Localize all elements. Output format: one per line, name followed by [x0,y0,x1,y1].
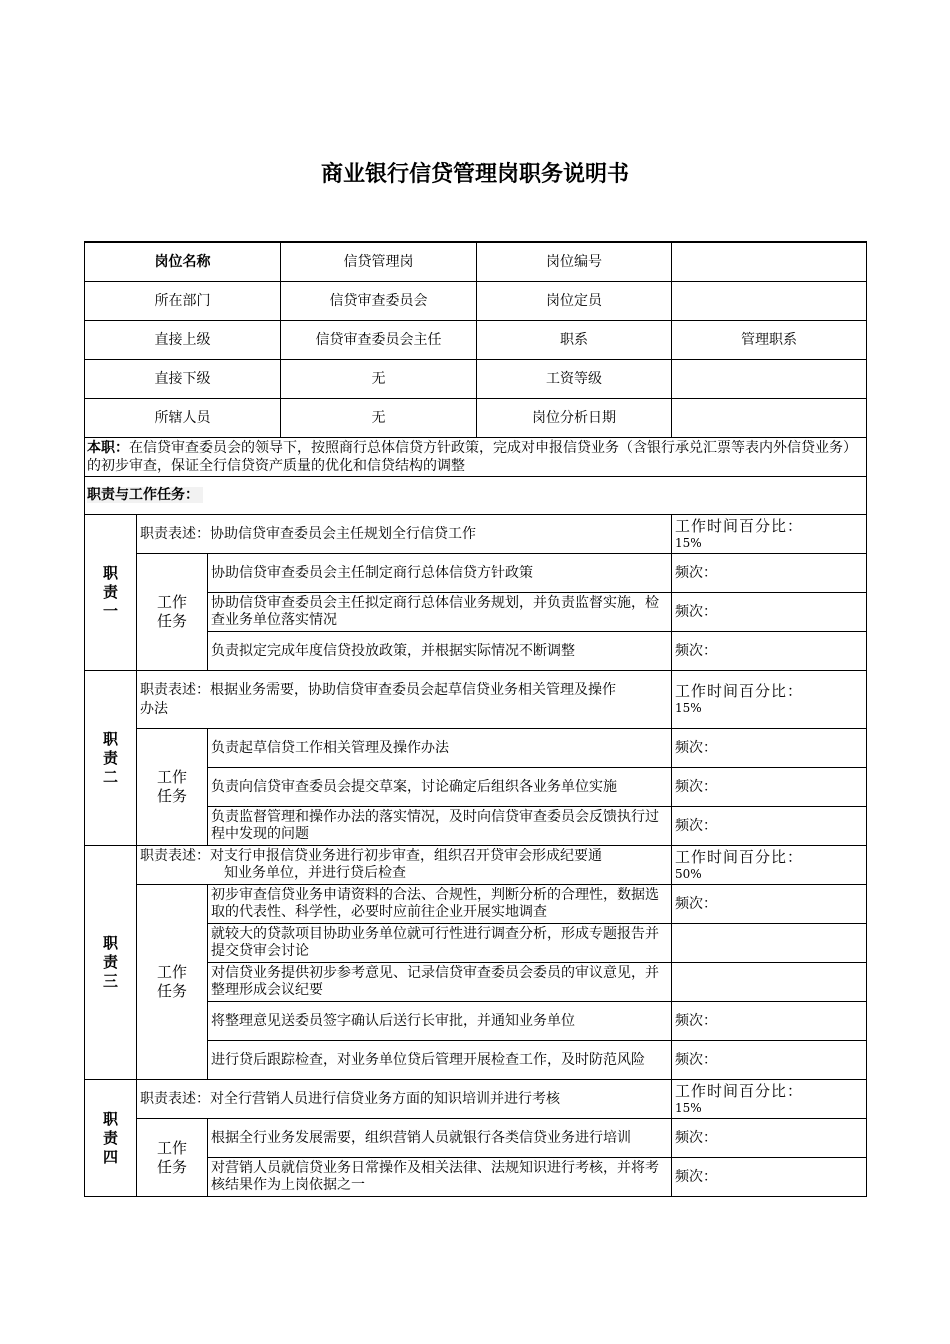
frequency-empty [672,963,867,1002]
duty-label: 职 责 三 [85,846,137,1080]
section-header: 职责与工作任务： [87,487,203,503]
duty-statement: 职责表述：对全行营销人员进行信贷业务方面的知识培训并进行考核 [137,1080,672,1119]
task-row [85,554,867,593]
duty-summary-text: 在信贷审查委员会的领导下，按照商行总体信贷方针政策，完成对申报信贷业务（含银行承兑汇票等表内外信贷业务）的初步审查，保证全行信贷资产质量的优化和信贷结构的调整 [87,440,857,474]
duty-statement: 职责表述：根据业务需要，协助信贷审查委员会起草信贷业务相关管理及操作 办法 [137,671,672,729]
frequency: 频次： [672,632,867,671]
duty-statement: 职责表述：协助信贷审查委员会主任规划全行信贷工作 [137,515,672,554]
info-label: 直接上级 [85,321,281,360]
info-label: 直接下级 [85,360,281,399]
time-percentage: 工作时间百分比： 15% [672,515,867,554]
job-description-table [84,241,867,1197]
task-label: 工作 任务 [137,554,208,671]
frequency: 频次： [672,1119,867,1158]
task-text: 协助信贷审查委员会主任拟定商行总体信业务规划，并负责监督实施，检查业务单位落实情况 [208,593,672,632]
duty-statement-row [85,515,867,554]
duty-label: 职 责 二 [85,671,137,846]
page-title: 商业银行信贷管理岗职务说明书 [320,162,629,187]
time-percentage: 工作时间百分比： 15% [672,671,867,729]
task-label: 工作 任务 [137,885,208,1080]
info-value: 信贷管理岗 [281,242,477,282]
info-label: 岗位名称 [85,242,281,282]
task-text: 负责拟定完成年度信贷投放政策，并根据实际情况不断调整 [208,632,672,671]
frequency: 频次： [672,1158,867,1197]
info-label: 工资等级 [477,360,672,399]
info-label: 岗位分析日期 [477,399,672,438]
task-text: 负责监督管理和操作办法的落实情况，及时向信贷审查委员会反馈执行过程中发现的问题 [208,807,672,846]
frequency: 频次： [672,768,867,807]
info-row [85,242,867,282]
task-text: 根据全行业务发展需要，组织营销人员就银行各类信贷业务进行培训 [208,1119,672,1158]
task-text: 将整理意见送委员签字确认后送行长审批，并通知业务单位 [208,1002,672,1041]
task-text: 负责起草信贷工作相关管理及操作办法 [208,729,672,768]
duty-label: 职 责 四 [85,1080,137,1197]
info-label: 所辖人员 [85,399,281,438]
info-label: 职系 [477,321,672,360]
duty-statement: 职责表述：对支行申报信贷业务进行初步审查，组织召开贷审会形成纪要通 知业务单位，并进行贷后检查 [137,846,672,885]
info-value [672,282,867,321]
info-row [85,360,867,399]
task-text: 进行贷后跟踪检查，对业务单位贷后管理开展检查工作，及时防范风险 [208,1041,672,1080]
info-label: 岗位编号 [477,242,672,282]
info-value: 无 [281,360,477,399]
info-label: 所在部门 [85,282,281,321]
task-text: 负责向信贷审查委员会提交草案，讨论确定后组织各业务单位实施 [208,768,672,807]
info-row [85,399,867,438]
time-percentage: 工作时间百分比： 15% [672,1080,867,1119]
task-label: 工作 任务 [137,1119,208,1197]
frequency: 频次： [672,554,867,593]
info-value: 管理职系 [672,321,867,360]
duty-statement-row [85,671,867,729]
info-value [672,360,867,399]
duty-summary-label: 本职： [87,440,129,456]
info-value: 信贷审查委员会 [281,282,477,321]
task-row [85,885,867,924]
duty-statement-row [85,1080,867,1119]
info-value [672,399,867,438]
duty-statement-row [85,846,867,885]
info-value [672,242,867,282]
task-text: 对信贷业务提供初步参考意见、记录信贷审查委员会委员的审议意见，并整理形成会议纪要 [208,963,672,1002]
task-text: 协助信贷审查委员会主任制定商行总体信贷方针政策 [208,554,672,593]
task-row [85,1119,867,1158]
frequency: 频次： [672,729,867,768]
task-text: 初步审查信贷业务申请资料的合法、合规性，判断分析的合理性，数据选取的代表性、科学性，必要时应前往企业开展实地调查 [208,885,672,924]
frequency-empty [672,924,867,963]
task-label: 工作 任务 [137,729,208,846]
frequency: 频次： [672,1002,867,1041]
duty-label: 职 责 一 [85,515,137,671]
section-header-row [85,477,867,515]
info-row [85,321,867,360]
info-value: 信贷审查委员会主任 [281,321,477,360]
info-value: 无 [281,399,477,438]
task-text: 对营销人员就信贷业务日常操作及相关法律、法规知识进行考核，并将考核结果作为上岗依据之一 [208,1158,672,1197]
info-label: 岗位定员 [477,282,672,321]
frequency: 频次： [672,885,867,924]
task-text: 就较大的贷款项目协助业务单位就可行性进行调查分析，形成专题报告并提交贷审会讨论 [208,924,672,963]
task-row [85,729,867,768]
frequency: 频次： [672,1041,867,1080]
frequency: 频次： [672,807,867,846]
info-row [85,282,867,321]
time-percentage: 工作时间百分比： 50% [672,846,867,885]
duty-summary-row [85,438,867,477]
frequency: 频次： [672,593,867,632]
